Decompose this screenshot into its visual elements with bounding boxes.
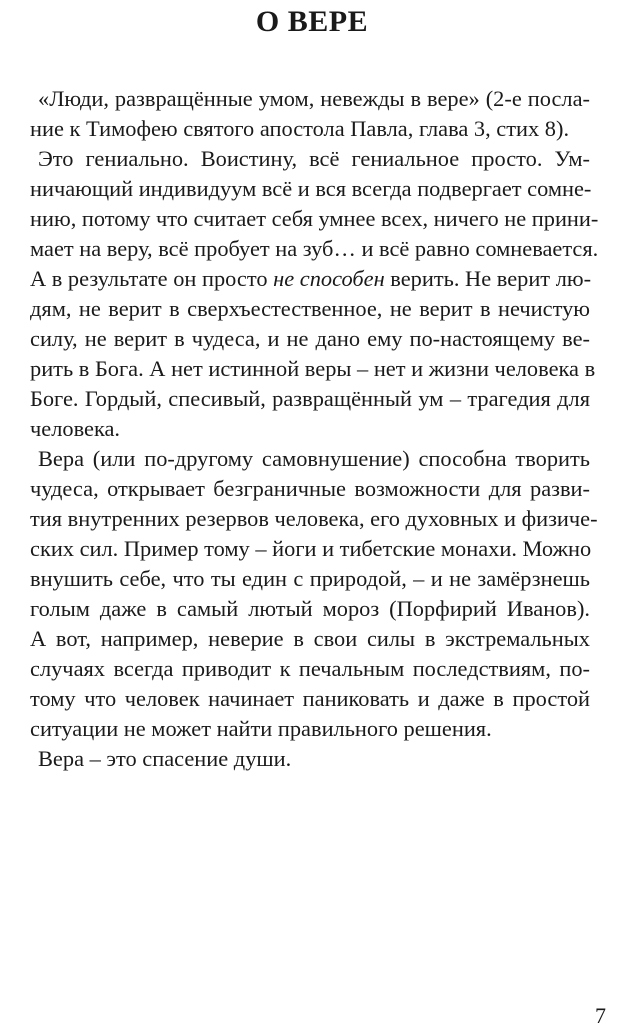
text-line: рить в Бога. А нет истинной веры – нет и жизни человека в [30, 356, 596, 381]
text-line: Вера – это спасение души. [38, 746, 292, 771]
page-title: О ВЕРЕ [255, 5, 369, 38]
paragraph [30, 84, 590, 144]
paragraph [30, 744, 590, 774]
text-line: чудеса, открывает безграничные возможности для разви- [30, 476, 590, 501]
page-body [30, 84, 599, 774]
text-line: ничающий индивидуум всё и вся всегда подвергает сомне- [30, 176, 592, 201]
italic-emphasis: не способен [273, 266, 385, 291]
text-line: А вот, например, неверие в свои силы в экстремальных [30, 626, 590, 651]
text-line: Боге. Гордый, спесивый, развращённый ум – трагедия для [30, 386, 590, 411]
paragraph [30, 144, 599, 444]
text-line: ских сил. Пример тому – йоги и тибетские монахи. Можно [30, 536, 592, 561]
text-line: мает на веру, всё пробует на зуб… и всё равно сомневается. [30, 236, 599, 261]
text-line: тия внутренних резервов человека, его духовных и физиче- [30, 506, 598, 531]
page-number: 7 [595, 1003, 606, 1028]
text-line: ние к Тимофею святого апостола Павла, глава 3, стих 8). [30, 116, 570, 141]
text-line: Вера (или по-другому самовнушение) способна творить [38, 446, 590, 471]
text-line: человека. [30, 416, 121, 441]
text-span: А в результате он просто [30, 266, 274, 291]
text-line: случаях всегда приводит к печальным последствиям, по- [30, 656, 590, 681]
text-span: верить. Не верит лю- [384, 266, 592, 291]
text-line: «Люди, развращённые умом, невежды в вере» (2-е посла- [38, 86, 590, 111]
text-line: ситуации не может найти правильного решения. [30, 716, 492, 741]
text-line: голым даже в самый лютый мороз (Порфирий Иванов). [30, 596, 590, 621]
text-line: нию, потому что считает себя умнее всех, ничего не прини- [30, 206, 599, 231]
paragraph [30, 444, 598, 744]
text-line: тому что человек начинает паниковать и даже в простой [30, 686, 590, 711]
text-line [30, 264, 590, 294]
text-line: силу, не верит в чудеса, и не дано ему по-настоящему ве- [30, 326, 590, 351]
text-line: Это гениально. Воистину, всё гениальное просто. Ум- [38, 146, 590, 171]
text-line: внушить себе, что ты един с природой, – и не замёрзнешь [30, 566, 590, 591]
text-line: дям, не верит в сверхъестественное, не верит в нечистую [30, 296, 590, 321]
